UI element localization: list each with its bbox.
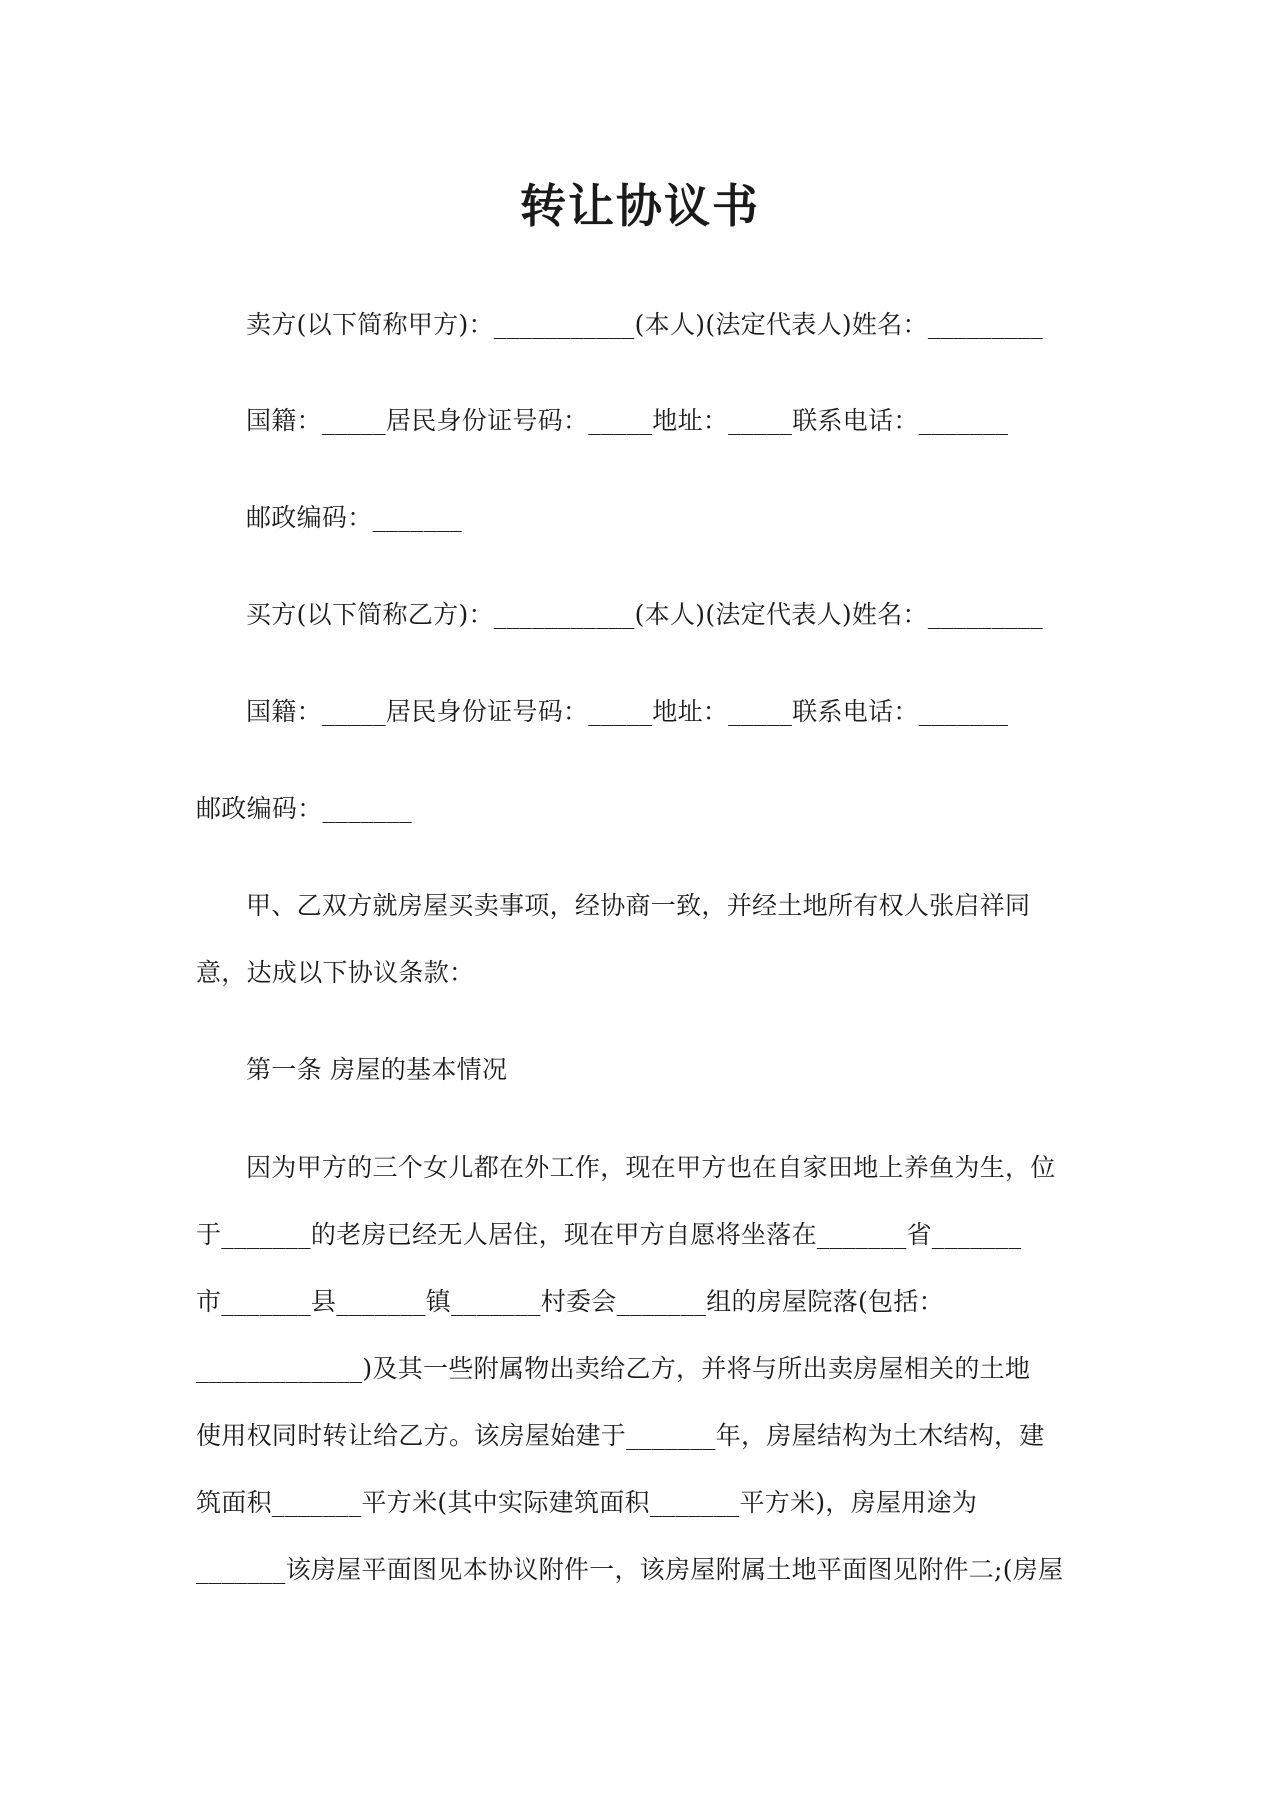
seller-line-3: 邮政编码：_______	[246, 503, 463, 532]
article1-line: 因为甲方的三个女儿都在外工作，现在甲方也在自家田地上养鱼为生，位	[246, 1153, 1056, 1182]
intro-line-2: 意，达成以下协议条款：	[196, 958, 475, 987]
article1-heading: 第一条 房屋的基本情况	[246, 1055, 508, 1084]
article1-line: 筑面积_______平方米(其中实际建筑面积_______平方米)，房屋用途为	[196, 1488, 978, 1517]
article1-line: 使用权同时转让给乙方。该房屋始建于_______年，房屋结构为土木结构，建	[196, 1421, 1045, 1450]
buyer-line-3: 邮政编码：_______	[196, 794, 413, 823]
seller-line-2: 国籍：_____居民身份证号码：_____地址：_____联系电话：_______	[246, 406, 1009, 435]
article1-line: 于_______的老房已经无人居住，现在甲方自愿将坐落在_______省_______	[196, 1220, 1022, 1249]
buyer-line-1: 买方(以下简称乙方)：___________(本人)(法定代表人)姓名：_________	[246, 600, 1044, 629]
article1-line: 市_______县_______镇_______村委会_______组的房屋院落(包括：	[196, 1287, 944, 1316]
document-title: 转让协议书	[520, 179, 760, 233]
article1-line: _____________)及其一些附属物出卖给乙方，并将与所出卖房屋相关的土地	[196, 1354, 1031, 1383]
buyer-line-2: 国籍：_____居民身份证号码：_____地址：_____联系电话：_______	[246, 697, 1009, 726]
intro-line-1: 甲、乙双方就房屋买卖事项，经协商一致，并经土地所有权人张启祥同	[246, 891, 1031, 920]
article1-line: _______该房屋平面图见本协议附件一，该房屋附属土地平面图见附件二;(房屋	[196, 1555, 1064, 1584]
seller-line-1: 卖方(以下简称甲方)：___________(本人)(法定代表人)姓名：_________	[246, 310, 1044, 339]
